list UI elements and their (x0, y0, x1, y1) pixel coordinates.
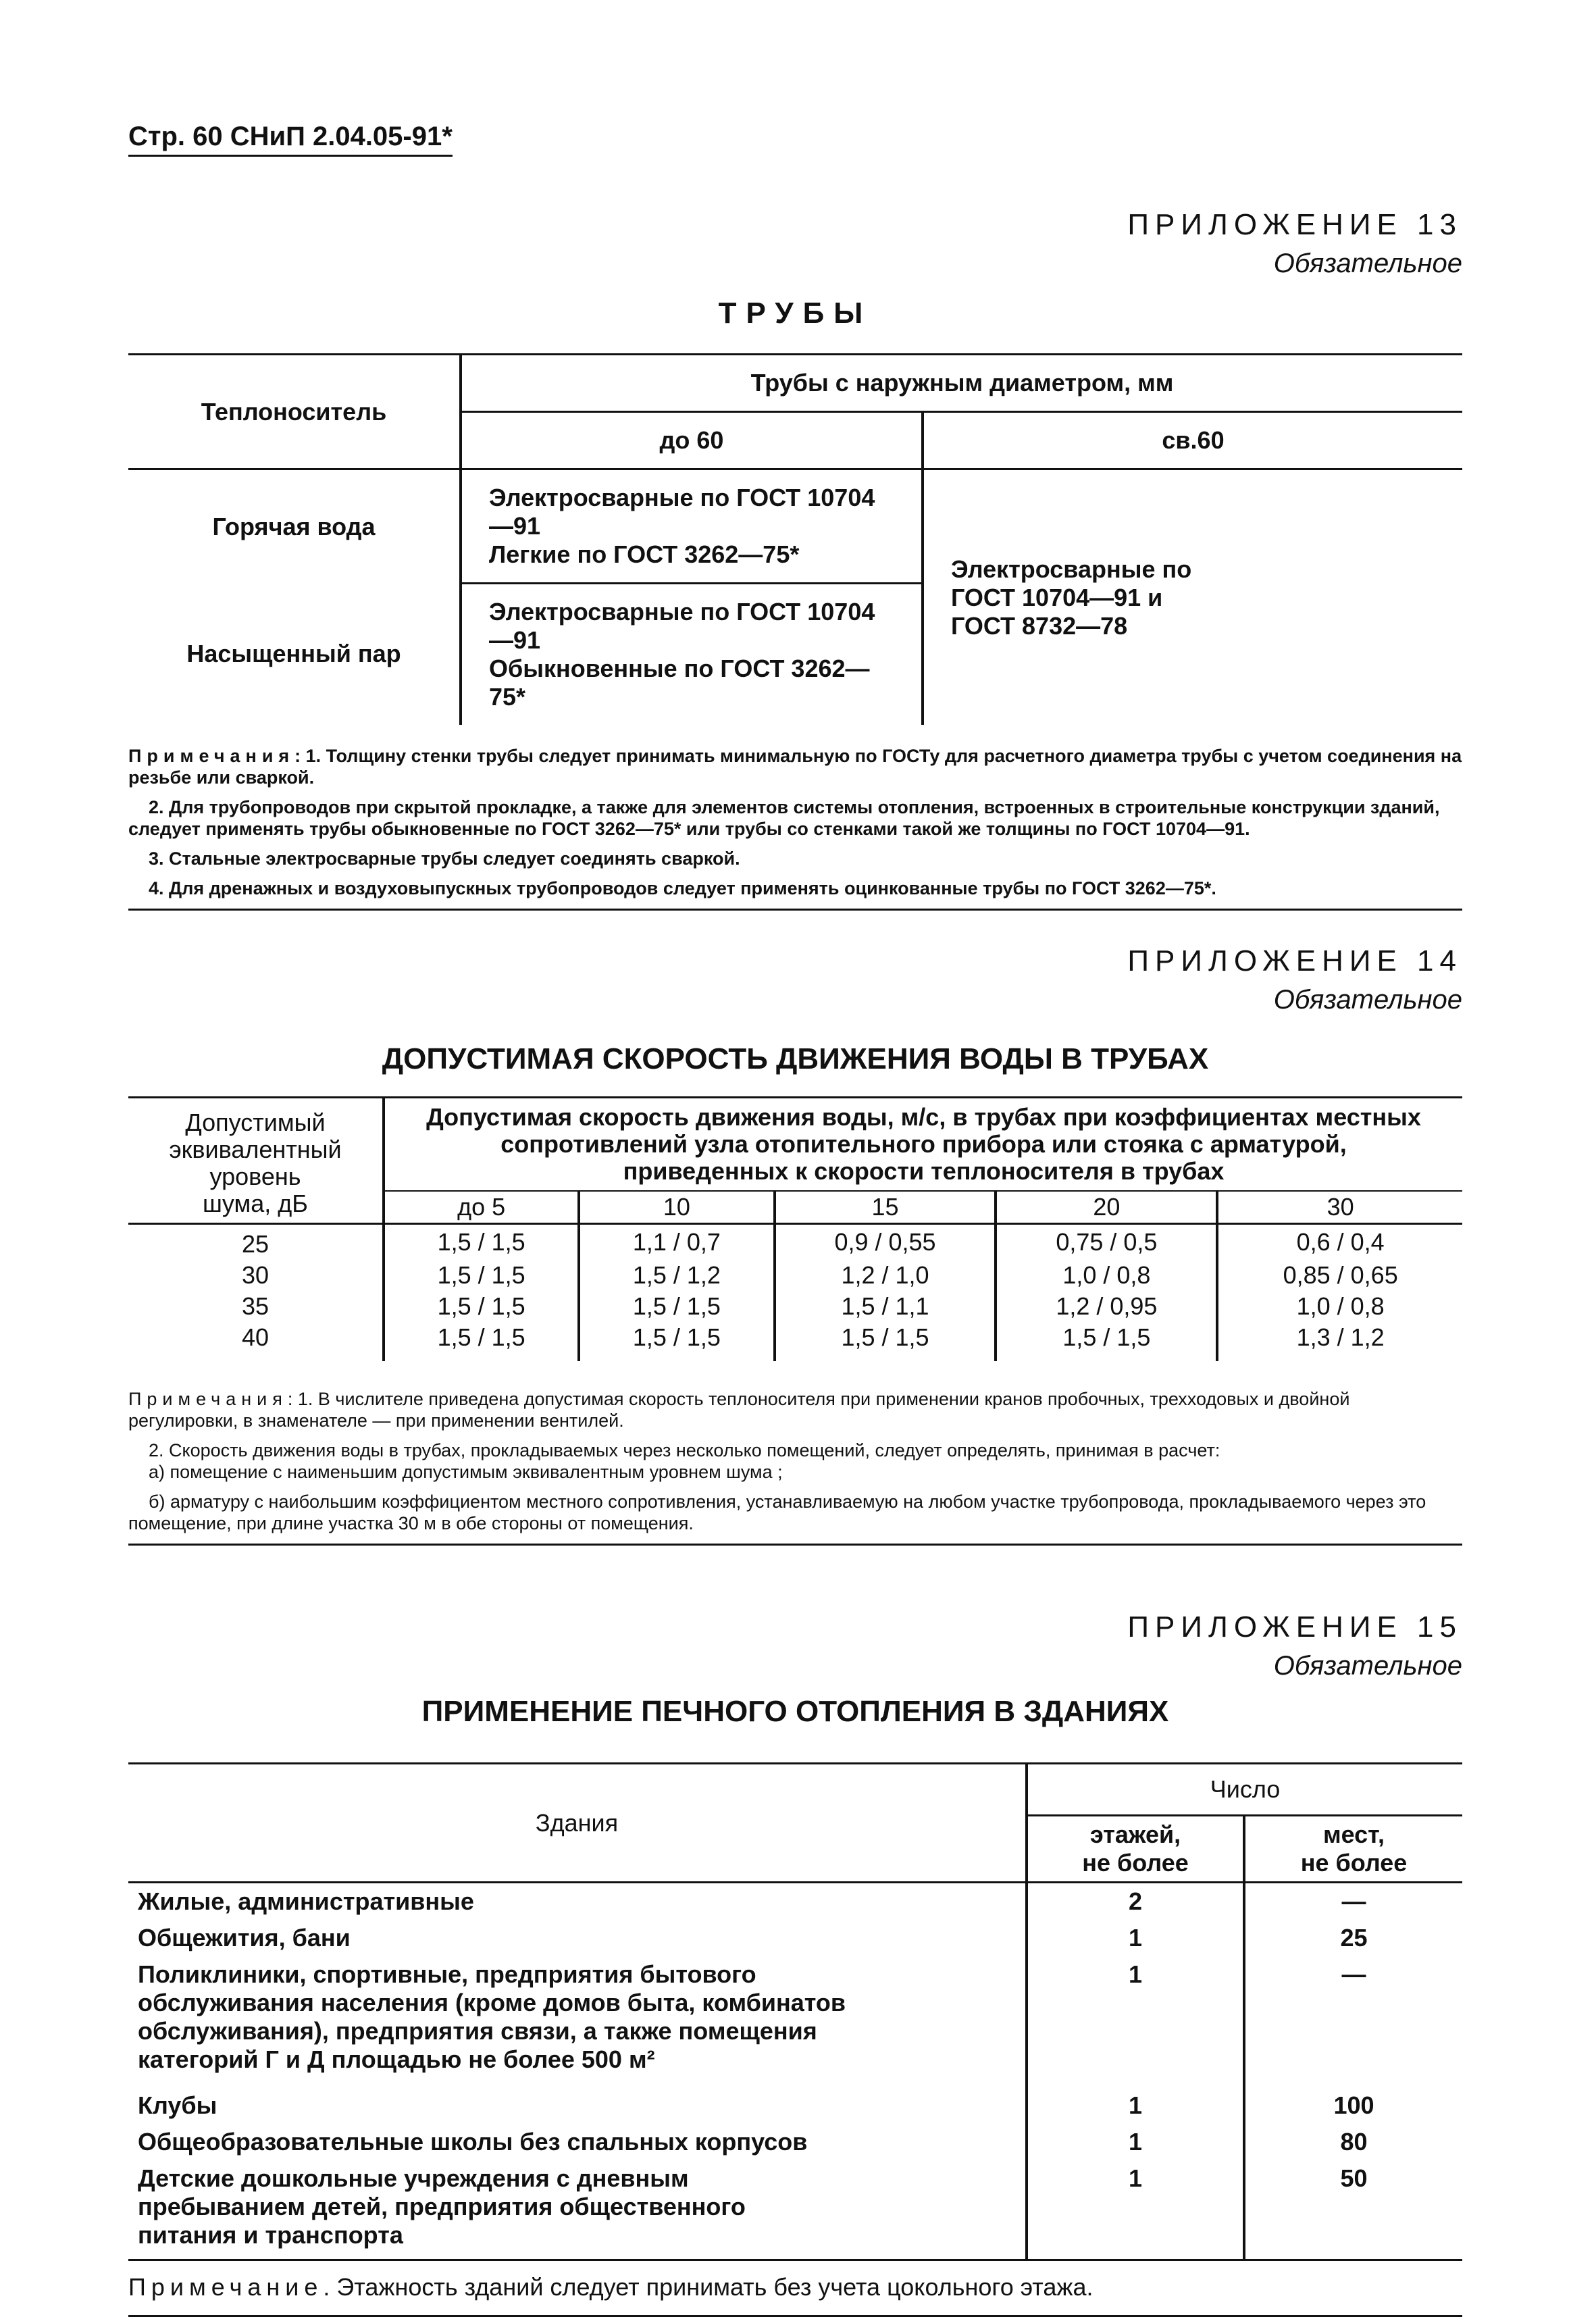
building-cell: Общеобразовательные школы без спальных корпусов (138, 2128, 808, 2156)
velocity-cell: 0,85 / 0,65 (1217, 1260, 1462, 1291)
row-small (461, 584, 923, 725)
velocity-cell: 1,5 / 1,5 (775, 1322, 996, 1361)
coeff-header: 20 (996, 1191, 1217, 1224)
velocity-cell: 1,5 / 1,5 (579, 1322, 774, 1361)
note-text: . Этажность зданий следует принимать без учета цокольного этажа. (323, 2273, 1093, 2301)
floors-cell: 1 (1027, 2160, 1244, 2259)
col-group-header: Трубы с наружным диаметром, мм (461, 355, 1462, 412)
table-row (128, 1920, 1462, 1956)
table-row (128, 1260, 1462, 1291)
table-row (128, 2078, 1462, 2124)
floors-cell: 1 (1027, 1920, 1244, 1956)
appendix-14 (128, 944, 1462, 1546)
document-page (128, 122, 1462, 2317)
header-line: эквивалентный уровень (169, 1136, 342, 1190)
col-small-header: до 60 (461, 412, 923, 469)
velocity-cell: 1,5 / 1,5 (384, 1322, 579, 1361)
appendix-title: ТРУБЫ (718, 297, 873, 330)
places-cell: 100 (1244, 2078, 1462, 2124)
note-2a: а) помещение с наименьшим допустимым эквивалентным уровнем шума ; (149, 1462, 783, 1482)
appendix-title: ПРИМЕНЕНИЕ ПЕЧНОГО ОТОПЛЕНИЯ В ЗДАНИЯХ (421, 1695, 1169, 1728)
floors-cell: 1 (1027, 2078, 1244, 2124)
note-2: 2. Для трубопроводов при скрытой прокладке, а также для элементов системы отопления, встроенных в строительные конструкции зданий, следует применять трубы обыкновенные по ГОСТ 3262—75* или трубы со стенками такой же толщины по ГОСТ 10704—91. (128, 797, 1440, 839)
velocity-cell: 1,2 / 1,0 (775, 1260, 996, 1291)
cell-line: Электросварные по ГОСТ 10704—91 (489, 598, 875, 654)
cell-line: Электросварные по (951, 555, 1192, 583)
velocity-cell: 1,5 / 1,5 (996, 1322, 1217, 1361)
cell-line: Обыкновенные по ГОСТ 3262—75* (489, 655, 870, 711)
places-cell: 80 (1244, 2124, 1462, 2160)
cell-line: ГОСТ 10704—91 и (951, 583, 1163, 611)
appendix-status: Обязательное (1273, 249, 1462, 278)
velocity-cell: 0,75 / 0,5 (996, 1224, 1217, 1261)
appendix-14-notes (128, 1388, 1462, 1534)
appendix-13-notes (128, 745, 1462, 899)
header-line: этажей, (1089, 1820, 1181, 1848)
col-group-header (384, 1098, 1462, 1192)
divider (128, 1544, 1462, 1546)
cell-line: Легкие по ГОСТ 3262—75* (489, 540, 800, 568)
cell-line: ГОСТ 8732—78 (951, 611, 1128, 640)
coeff-header: до 5 (384, 1191, 579, 1224)
velocity-cell: 1,5 / 1,5 (579, 1291, 774, 1322)
velocity-cell: 1,5 / 1,1 (775, 1291, 996, 1322)
appendix-15-note (128, 2259, 1462, 2301)
velocity-table (128, 1096, 1462, 1361)
note-4: 4. Для дренажных и воздуховыпускных трубопроводов следует применять оцинкованные трубы по ГОСТ 3262—75*. (149, 878, 1216, 898)
col-noise-header (128, 1098, 384, 1224)
header-line: не более (1082, 1849, 1189, 1877)
places-cell: 25 (1244, 1920, 1462, 1956)
appendix-15 (128, 1610, 1462, 2317)
building-cell: Детские дошкольные учреждения с дневным пребыванием детей, предприятия общественного питания и транспорта (138, 2164, 746, 2249)
notes-label: Примечание (128, 2273, 324, 2301)
row-carrier: Горячая вода (212, 512, 376, 540)
velocity-cell: 1,5 / 1,5 (384, 1224, 579, 1261)
header-line: мест, (1322, 1820, 1385, 1848)
appendix-status: Обязательное (1273, 1651, 1462, 1681)
table-row (128, 1322, 1462, 1361)
velocity-cell: 1,5 / 1,5 (384, 1291, 579, 1322)
header-line: шума, дБ (203, 1190, 308, 1217)
appendix-label: ПРИЛОЖЕНИЕ 14 (1127, 944, 1462, 977)
floors-cell: 1 (1027, 2124, 1244, 2160)
col-floors-header (1027, 1816, 1244, 1883)
velocity-cell: 1,5 / 1,5 (384, 1260, 579, 1291)
building-cell: Поликлиники, спортивные, предприятия бытового обслуживания населения (кроме домов быта, комбинатов обслуживания), предприятия связи, а также помещения категорий Г и Д площадью не более 500 м² (138, 1960, 846, 2073)
velocity-cell: 1,3 / 1,2 (1217, 1322, 1462, 1361)
noise-level: 35 (241, 1292, 269, 1320)
note-2: 2. Скорость движения воды в трубах, прокладываемых через несколько помещений, следует определять, принимая в расчет: (149, 1440, 1220, 1460)
velocity-cell: 1,2 / 0,95 (996, 1291, 1217, 1322)
noise-level: 30 (241, 1261, 269, 1289)
noise-level: 40 (241, 1323, 269, 1351)
note-2b: б) арматуру с наибольшим коэффициентом местного сопротивления, устанавливаемую на любом участке трубопровода, прокладываемого через это помещение, при длине участка 30 м в обе стороны от помещения. (128, 1492, 1426, 1533)
building-cell: Клубы (138, 2091, 217, 2119)
appendix-label: ПРИЛОЖЕНИЕ 15 (1127, 1610, 1462, 1644)
row-carrier: Насыщенный пар (186, 640, 401, 668)
velocity-cell: 1,0 / 0,8 (996, 1260, 1217, 1291)
places-cell: — (1244, 1883, 1462, 1920)
note-3: 3. Стальные электросварные трубы следует соединять сваркой. (149, 848, 740, 869)
cell-line: Электросварные по ГОСТ 10704—91 (489, 484, 875, 540)
header-line: сопротивлений узла отопительного прибора или стояка с арматурой, (500, 1130, 1347, 1158)
note-1 (128, 745, 1462, 788)
header-line: Допустимая скорость движения воды, м/с, в трубах при коэффициентах местных (426, 1103, 1421, 1131)
col-large-header: св.60 (923, 412, 1462, 469)
floors-cell: 1 (1027, 1956, 1244, 2078)
appendix-status: Обязательное (1273, 985, 1462, 1015)
building-cell: Общежития, бани (138, 1924, 351, 1952)
velocity-cell: 0,6 / 0,4 (1217, 1224, 1462, 1261)
header-line: приведенных к скорости теплоносителя в трубах (623, 1157, 1225, 1185)
appendix-13 (128, 208, 1462, 911)
velocity-cell: 1,1 / 0,7 (579, 1224, 774, 1261)
header-line: не более (1300, 1849, 1408, 1877)
table-row (128, 2160, 1462, 2259)
appendix-title: ДОПУСТИМАЯ СКОРОСТЬ ДВИЖЕНИЯ ВОДЫ В ТРУБАХ (382, 1042, 1209, 1075)
row-large-common (923, 469, 1462, 725)
page-header: Стр. 60 СНиП 2.04.05-91* (128, 122, 453, 157)
divider (128, 909, 1462, 911)
velocity-cell: 1,0 / 0,8 (1217, 1291, 1462, 1322)
table-row (128, 1956, 1462, 2078)
col-building-header: Здания (128, 1764, 1027, 1883)
note-1 (128, 1388, 1462, 1431)
table-row (128, 1291, 1462, 1322)
col-places-header (1244, 1816, 1462, 1883)
coeff-header: 15 (775, 1191, 996, 1224)
notes-label: Примечания (128, 1389, 288, 1409)
appendix-label: ПРИЛОЖЕНИЕ 13 (1127, 208, 1462, 241)
notes-label: Примечания (128, 746, 295, 766)
noise-level: 25 (241, 1230, 269, 1258)
velocity-cell: 1,5 / 1,2 (579, 1260, 774, 1291)
col-group-header: Число (1027, 1764, 1462, 1816)
col-carrier-header: Теплоноситель (128, 355, 461, 469)
note-text: : 1. В числителе приведена допустимая скорость теплоносителя при применении кранов пробочных, трехходовых и двойной регулировки, в знаменателе — при применении вентилей. (128, 1389, 1350, 1431)
header-line: Допустимый (185, 1109, 326, 1136)
table-row (128, 1224, 1462, 1261)
building-cell: Жилые, административные (138, 1887, 474, 1915)
places-cell: — (1244, 1956, 1462, 2078)
coeff-header: 30 (1217, 1191, 1462, 1224)
floors-cell: 2 (1027, 1883, 1244, 1920)
note-text: : 1. Толщину стенки трубы следует принимать минимальную по ГОСТу для расчетного диаметра трубы с учетом соединения на резьбе или сваркой. (128, 746, 1462, 788)
row-small (461, 469, 923, 584)
velocity-cell: 0,9 / 0,55 (775, 1224, 996, 1261)
table-row (128, 2124, 1462, 2160)
stove-heating-table (128, 1762, 1462, 2259)
table-row (128, 1883, 1462, 1920)
coeff-header: 10 (579, 1191, 774, 1224)
places-cell: 50 (1244, 2160, 1462, 2259)
pipes-table (128, 353, 1462, 725)
